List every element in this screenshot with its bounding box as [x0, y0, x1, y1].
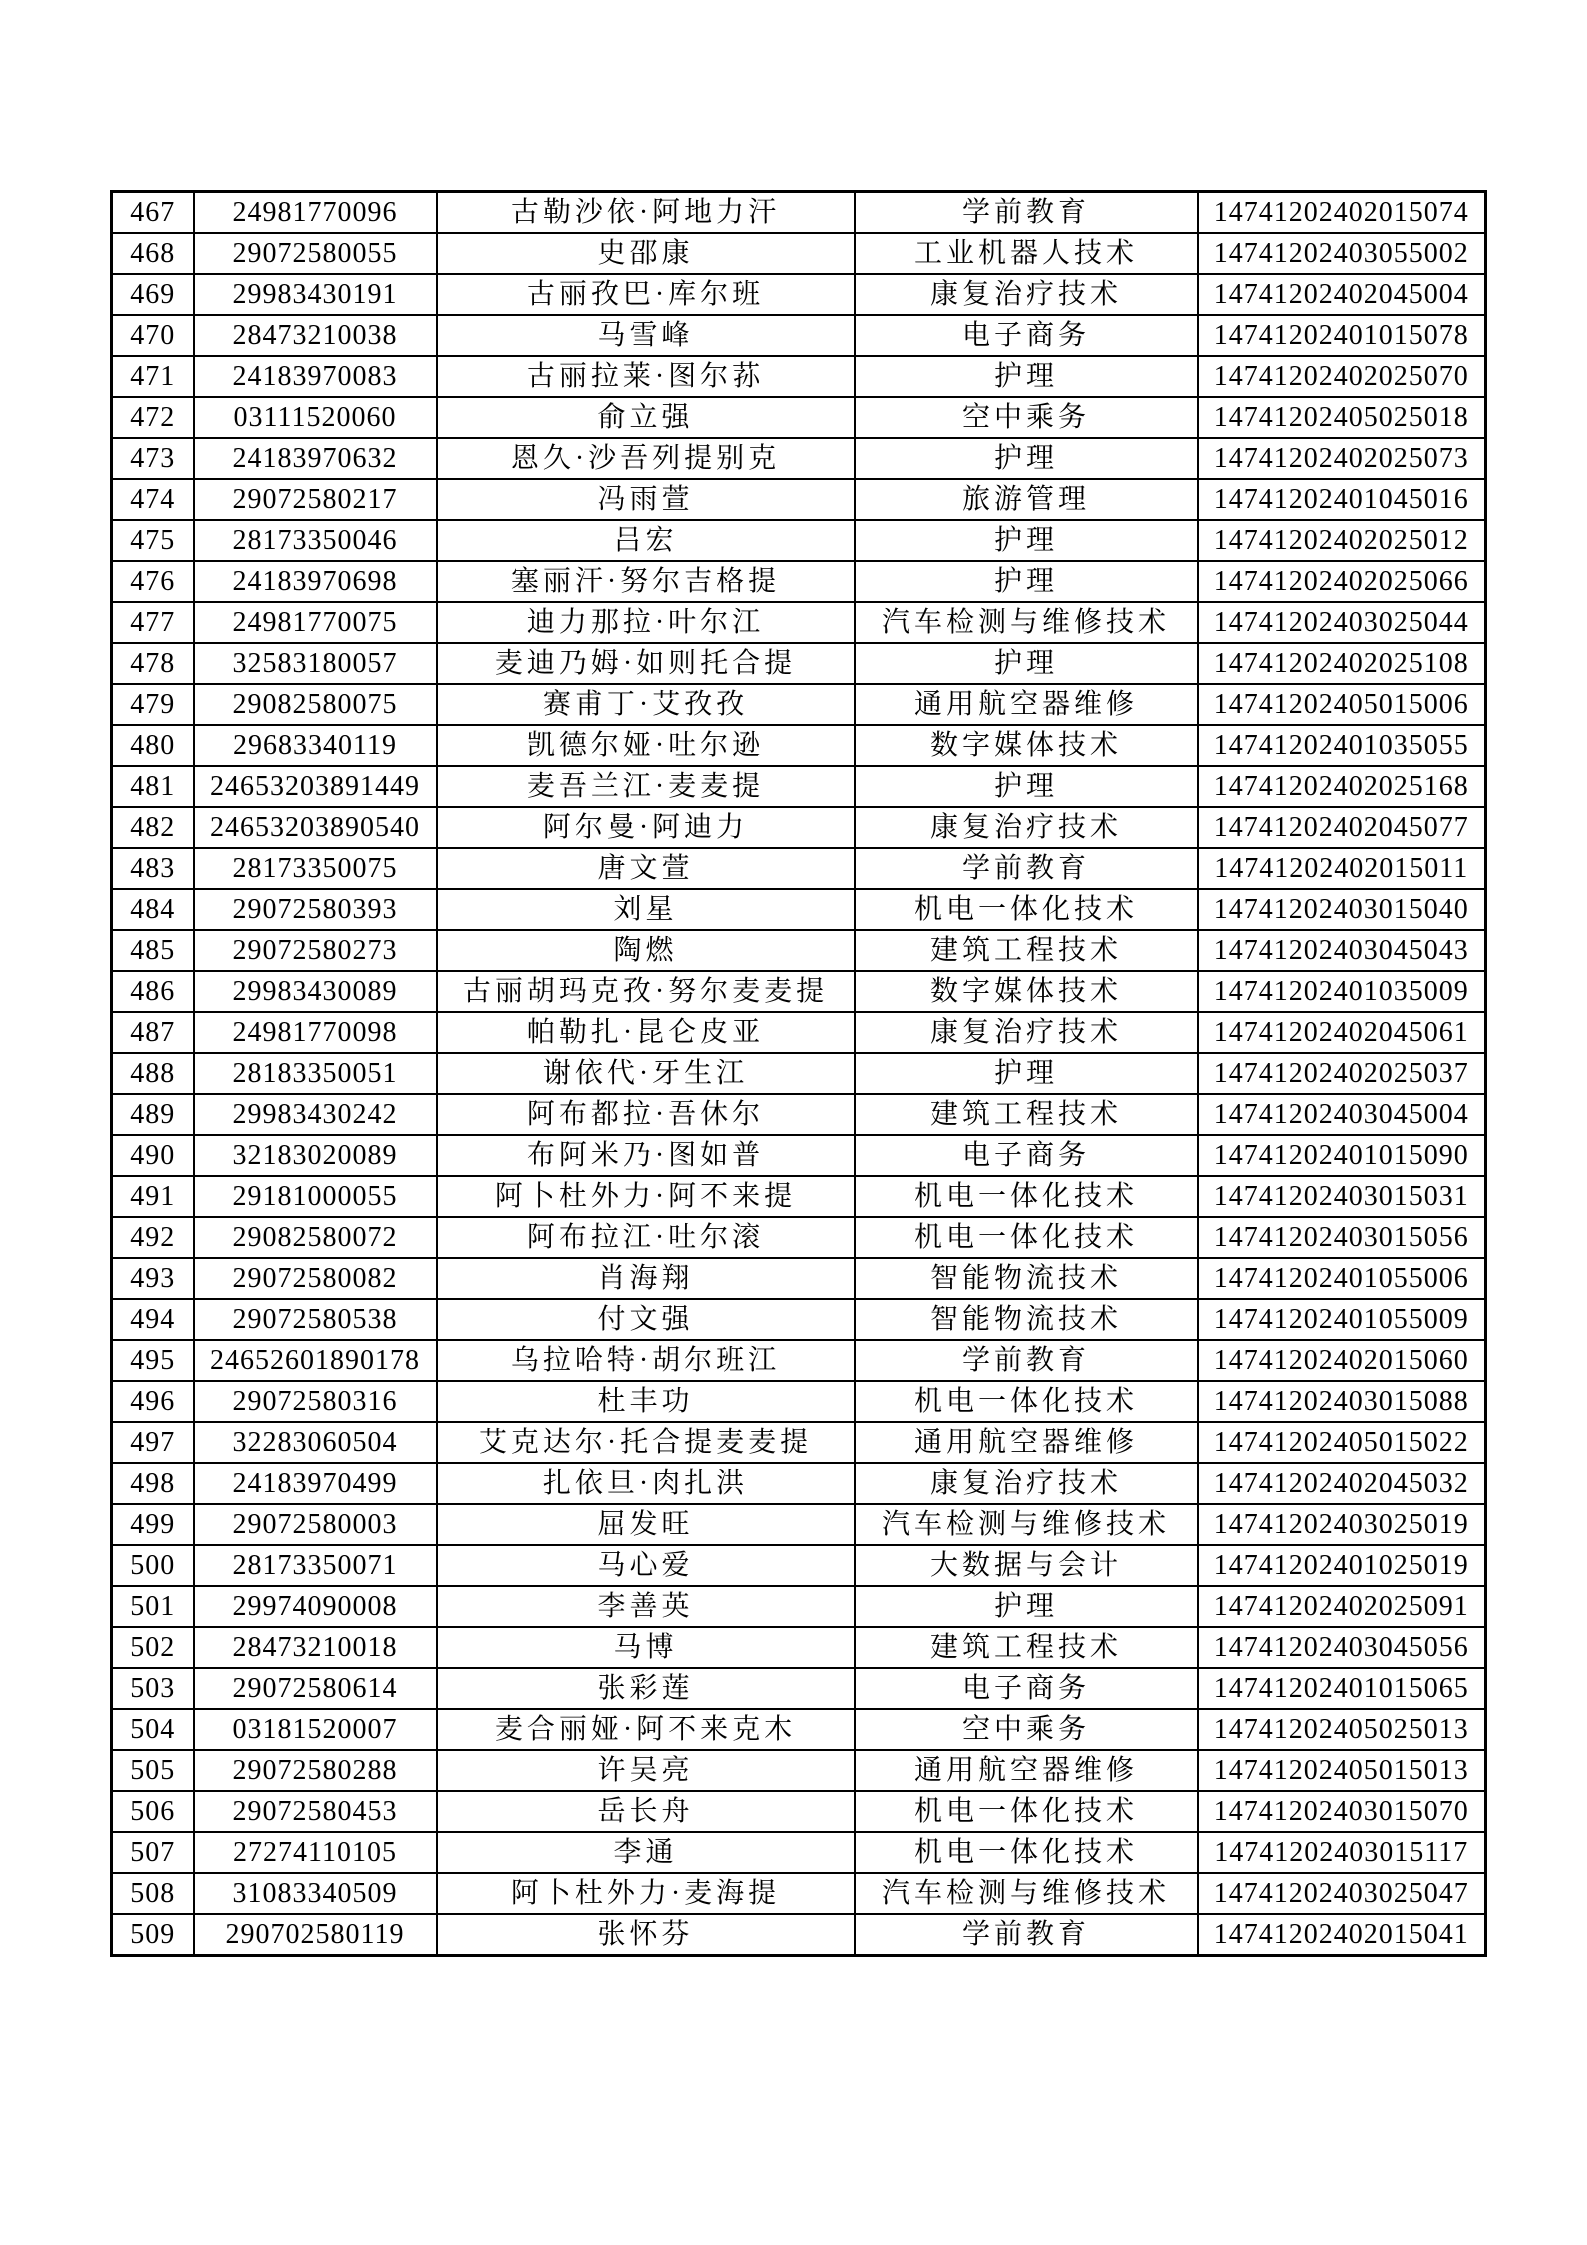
cell-name: 张怀芬	[437, 1914, 855, 1956]
cell-major: 机电一体化技术	[855, 1791, 1198, 1832]
table-row	[112, 274, 1486, 315]
cell-exam-number: 24981770098	[194, 1012, 437, 1053]
table-row	[112, 930, 1486, 971]
cell-exam-number: 24653203891449	[194, 766, 437, 807]
table-row	[112, 1422, 1486, 1463]
cell-admission-number: 14741202403055002	[1198, 233, 1486, 274]
cell-name: 马雪峰	[437, 315, 855, 356]
cell-major: 汽车检测与维修技术	[855, 1873, 1198, 1914]
table-row	[112, 848, 1486, 889]
table-row	[112, 684, 1486, 725]
cell-exam-number: 32583180057	[194, 643, 437, 684]
cell-sequence-number: 484	[112, 889, 194, 930]
cell-name: 张彩莲	[437, 1668, 855, 1709]
cell-sequence-number: 497	[112, 1422, 194, 1463]
cell-admission-number: 14741202402025070	[1198, 356, 1486, 397]
table-row	[112, 889, 1486, 930]
cell-admission-number: 14741202402025168	[1198, 766, 1486, 807]
cell-major: 数字媒体技术	[855, 725, 1198, 766]
cell-exam-number: 28173350075	[194, 848, 437, 889]
table-row	[112, 438, 1486, 479]
cell-sequence-number: 508	[112, 1873, 194, 1914]
cell-sequence-number: 478	[112, 643, 194, 684]
cell-major: 护理	[855, 561, 1198, 602]
cell-exam-number: 29974090008	[194, 1586, 437, 1627]
cell-admission-number: 14741202405015006	[1198, 684, 1486, 725]
cell-admission-number: 14741202401035009	[1198, 971, 1486, 1012]
cell-name: 古丽拉莱·图尔荪	[437, 356, 855, 397]
cell-admission-number: 14741202403045043	[1198, 930, 1486, 971]
table-row	[112, 1340, 1486, 1381]
cell-sequence-number: 491	[112, 1176, 194, 1217]
cell-sequence-number: 479	[112, 684, 194, 725]
table-row	[112, 1258, 1486, 1299]
cell-admission-number: 14741202403015031	[1198, 1176, 1486, 1217]
cell-exam-number: 29072580055	[194, 233, 437, 274]
cell-sequence-number: 476	[112, 561, 194, 602]
table-row	[112, 725, 1486, 766]
cell-exam-number: 24183970632	[194, 438, 437, 479]
table-row	[112, 520, 1486, 561]
cell-major: 学前教育	[855, 848, 1198, 889]
cell-sequence-number: 467	[112, 192, 194, 234]
table-row	[112, 315, 1486, 356]
cell-admission-number: 14741202403015070	[1198, 1791, 1486, 1832]
cell-sequence-number: 483	[112, 848, 194, 889]
table-row	[112, 1053, 1486, 1094]
cell-name: 古丽孜巴·库尔班	[437, 274, 855, 315]
cell-sequence-number: 493	[112, 1258, 194, 1299]
cell-sequence-number: 501	[112, 1586, 194, 1627]
cell-sequence-number: 480	[112, 725, 194, 766]
cell-admission-number: 14741202403025047	[1198, 1873, 1486, 1914]
cell-admission-number: 14741202403045004	[1198, 1094, 1486, 1135]
cell-major: 建筑工程技术	[855, 1627, 1198, 1668]
cell-name: 马博	[437, 1627, 855, 1668]
cell-admission-number: 14741202402025012	[1198, 520, 1486, 561]
cell-exam-number: 24652601890178	[194, 1340, 437, 1381]
table-row	[112, 233, 1486, 274]
cell-exam-number: 29072580288	[194, 1750, 437, 1791]
cell-admission-number: 14741202402045032	[1198, 1463, 1486, 1504]
cell-name: 扎依旦·肉扎洪	[437, 1463, 855, 1504]
cell-major: 旅游管理	[855, 479, 1198, 520]
cell-name: 吕宏	[437, 520, 855, 561]
cell-name: 阿布都拉·吾休尔	[437, 1094, 855, 1135]
cell-major: 工业机器人技术	[855, 233, 1198, 274]
table-row	[112, 1381, 1486, 1422]
cell-name: 阿卜杜外力·阿不来提	[437, 1176, 855, 1217]
cell-admission-number: 14741202405015013	[1198, 1750, 1486, 1791]
cell-major: 电子商务	[855, 1135, 1198, 1176]
cell-name: 迪力那拉·叶尔江	[437, 602, 855, 643]
cell-sequence-number: 499	[112, 1504, 194, 1545]
cell-major: 机电一体化技术	[855, 1176, 1198, 1217]
cell-sequence-number: 475	[112, 520, 194, 561]
cell-sequence-number: 496	[112, 1381, 194, 1422]
table-row	[112, 1135, 1486, 1176]
cell-name: 阿尔曼·阿迪力	[437, 807, 855, 848]
table-row	[112, 1791, 1486, 1832]
cell-sequence-number: 506	[112, 1791, 194, 1832]
cell-admission-number: 14741202402045077	[1198, 807, 1486, 848]
cell-admission-number: 14741202403015056	[1198, 1217, 1486, 1258]
cell-admission-number: 14741202405015022	[1198, 1422, 1486, 1463]
cell-name: 李善英	[437, 1586, 855, 1627]
cell-exam-number: 28473210018	[194, 1627, 437, 1668]
cell-major: 汽车检测与维修技术	[855, 602, 1198, 643]
cell-admission-number: 14741202401015078	[1198, 315, 1486, 356]
cell-name: 刘星	[437, 889, 855, 930]
cell-major: 学前教育	[855, 1340, 1198, 1381]
table-row	[112, 1709, 1486, 1750]
cell-name: 俞立强	[437, 397, 855, 438]
cell-name: 杜丰功	[437, 1381, 855, 1422]
table-row	[112, 602, 1486, 643]
cell-major: 学前教育	[855, 1914, 1198, 1956]
cell-sequence-number: 502	[112, 1627, 194, 1668]
table-row	[112, 1176, 1486, 1217]
cell-sequence-number: 507	[112, 1832, 194, 1873]
cell-major: 汽车检测与维修技术	[855, 1504, 1198, 1545]
cell-sequence-number: 469	[112, 274, 194, 315]
cell-admission-number: 14741202403015117	[1198, 1832, 1486, 1873]
cell-admission-number: 14741202402025037	[1198, 1053, 1486, 1094]
cell-major: 机电一体化技术	[855, 1381, 1198, 1422]
table-row	[112, 1012, 1486, 1053]
cell-sequence-number: 473	[112, 438, 194, 479]
cell-sequence-number: 489	[112, 1094, 194, 1135]
cell-sequence-number: 481	[112, 766, 194, 807]
cell-major: 护理	[855, 1053, 1198, 1094]
cell-name: 古丽胡玛克孜·努尔麦麦提	[437, 971, 855, 1012]
cell-admission-number: 14741202401025019	[1198, 1545, 1486, 1586]
cell-exam-number: 24183970698	[194, 561, 437, 602]
cell-admission-number: 14741202402045004	[1198, 274, 1486, 315]
table-row	[112, 971, 1486, 1012]
cell-name: 阿布拉江·吐尔滚	[437, 1217, 855, 1258]
cell-sequence-number: 482	[112, 807, 194, 848]
cell-exam-number: 03111520060	[194, 397, 437, 438]
cell-admission-number: 14741202402015074	[1198, 192, 1486, 234]
cell-admission-number: 14741202401055006	[1198, 1258, 1486, 1299]
cell-admission-number: 14741202403045056	[1198, 1627, 1486, 1668]
cell-exam-number: 29181000055	[194, 1176, 437, 1217]
cell-sequence-number: 488	[112, 1053, 194, 1094]
cell-major: 通用航空器维修	[855, 684, 1198, 725]
cell-name: 肖海翔	[437, 1258, 855, 1299]
cell-exam-number: 24981770096	[194, 192, 437, 234]
cell-name: 恩久·沙吾列提别克	[437, 438, 855, 479]
cell-admission-number: 14741202402045061	[1198, 1012, 1486, 1053]
table-row	[112, 1217, 1486, 1258]
cell-exam-number: 29072580217	[194, 479, 437, 520]
cell-exam-number: 29983430242	[194, 1094, 437, 1135]
cell-exam-number: 29082580072	[194, 1217, 437, 1258]
table-row	[112, 1504, 1486, 1545]
cell-sequence-number: 492	[112, 1217, 194, 1258]
cell-major: 空中乘务	[855, 397, 1198, 438]
table-row	[112, 1586, 1486, 1627]
cell-exam-number: 32283060504	[194, 1422, 437, 1463]
cell-major: 通用航空器维修	[855, 1422, 1198, 1463]
cell-major: 电子商务	[855, 1668, 1198, 1709]
cell-major: 机电一体化技术	[855, 1217, 1198, 1258]
cell-sequence-number: 472	[112, 397, 194, 438]
cell-sequence-number: 474	[112, 479, 194, 520]
cell-sequence-number: 486	[112, 971, 194, 1012]
cell-admission-number: 14741202402015041	[1198, 1914, 1486, 1956]
cell-name: 麦合丽娅·阿不来克木	[437, 1709, 855, 1750]
cell-admission-number: 14741202402025073	[1198, 438, 1486, 479]
cell-name: 陶燃	[437, 930, 855, 971]
cell-exam-number: 29072580273	[194, 930, 437, 971]
table-row	[112, 807, 1486, 848]
cell-sequence-number: 494	[112, 1299, 194, 1340]
cell-name: 岳长舟	[437, 1791, 855, 1832]
cell-exam-number: 24183970083	[194, 356, 437, 397]
cell-sequence-number: 509	[112, 1914, 194, 1956]
table-row	[112, 1463, 1486, 1504]
cell-exam-number: 29072580003	[194, 1504, 437, 1545]
table-row	[112, 479, 1486, 520]
cell-major: 护理	[855, 1586, 1198, 1627]
cell-major: 康复治疗技术	[855, 807, 1198, 848]
cell-name: 赛甫丁·艾孜孜	[437, 684, 855, 725]
cell-admission-number: 14741202403025019	[1198, 1504, 1486, 1545]
cell-exam-number: 29072580538	[194, 1299, 437, 1340]
cell-admission-number: 14741202403025044	[1198, 602, 1486, 643]
table-row	[112, 397, 1486, 438]
cell-name: 塞丽汗·努尔吉格提	[437, 561, 855, 602]
cell-admission-number: 14741202402025091	[1198, 1586, 1486, 1627]
cell-major: 通用航空器维修	[855, 1750, 1198, 1791]
cell-name: 阿卜杜外力·麦海提	[437, 1873, 855, 1914]
cell-admission-number: 14741202403015040	[1198, 889, 1486, 930]
cell-admission-number: 14741202402025108	[1198, 643, 1486, 684]
cell-exam-number: 29072580614	[194, 1668, 437, 1709]
cell-sequence-number: 471	[112, 356, 194, 397]
table-row	[112, 766, 1486, 807]
cell-exam-number: 29072580453	[194, 1791, 437, 1832]
cell-major: 学前教育	[855, 192, 1198, 234]
cell-exam-number: 24653203890540	[194, 807, 437, 848]
cell-major: 电子商务	[855, 315, 1198, 356]
cell-major: 康复治疗技术	[855, 1012, 1198, 1053]
cell-sequence-number: 503	[112, 1668, 194, 1709]
cell-name: 马心爱	[437, 1545, 855, 1586]
table-row	[112, 356, 1486, 397]
cell-admission-number: 14741202401055009	[1198, 1299, 1486, 1340]
cell-name: 冯雨萱	[437, 479, 855, 520]
table-row	[112, 1750, 1486, 1791]
cell-major: 护理	[855, 643, 1198, 684]
cell-name: 乌拉哈特·胡尔班江	[437, 1340, 855, 1381]
cell-name: 付文强	[437, 1299, 855, 1340]
cell-admission-number: 14741202403015088	[1198, 1381, 1486, 1422]
cell-sequence-number: 470	[112, 315, 194, 356]
cell-name: 古勒沙依·阿地力汗	[437, 192, 855, 234]
cell-admission-number: 14741202402015011	[1198, 848, 1486, 889]
cell-exam-number: 29983430089	[194, 971, 437, 1012]
cell-sequence-number: 487	[112, 1012, 194, 1053]
cell-major: 护理	[855, 438, 1198, 479]
cell-exam-number: 290702580119	[194, 1914, 437, 1956]
table-row	[112, 1832, 1486, 1873]
cell-exam-number: 29072580316	[194, 1381, 437, 1422]
cell-admission-number: 14741202401045016	[1198, 479, 1486, 520]
cell-major: 康复治疗技术	[855, 274, 1198, 315]
cell-exam-number: 31083340509	[194, 1873, 437, 1914]
cell-exam-number: 24183970499	[194, 1463, 437, 1504]
table-row	[112, 1545, 1486, 1586]
cell-name: 屈发旺	[437, 1504, 855, 1545]
cell-name: 艾克达尔·托合提麦麦提	[437, 1422, 855, 1463]
cell-admission-number: 14741202405025013	[1198, 1709, 1486, 1750]
cell-exam-number: 29072580393	[194, 889, 437, 930]
cell-name: 史邵康	[437, 233, 855, 274]
table-row	[112, 1627, 1486, 1668]
cell-name: 李通	[437, 1832, 855, 1873]
cell-sequence-number: 498	[112, 1463, 194, 1504]
cell-major: 护理	[855, 520, 1198, 561]
cell-exam-number: 28173350071	[194, 1545, 437, 1586]
cell-major: 康复治疗技术	[855, 1463, 1198, 1504]
cell-admission-number: 14741202401015090	[1198, 1135, 1486, 1176]
cell-sequence-number: 505	[112, 1750, 194, 1791]
table-row	[112, 192, 1486, 234]
cell-exam-number: 29072580082	[194, 1258, 437, 1299]
cell-major: 机电一体化技术	[855, 889, 1198, 930]
cell-major: 大数据与会计	[855, 1545, 1198, 1586]
table-body	[112, 192, 1486, 1956]
cell-major: 智能物流技术	[855, 1258, 1198, 1299]
cell-exam-number: 27274110105	[194, 1832, 437, 1873]
cell-major: 建筑工程技术	[855, 1094, 1198, 1135]
cell-major: 建筑工程技术	[855, 930, 1198, 971]
cell-sequence-number: 500	[112, 1545, 194, 1586]
table-row	[112, 1299, 1486, 1340]
table-row	[112, 1668, 1486, 1709]
cell-sequence-number: 495	[112, 1340, 194, 1381]
cell-sequence-number: 477	[112, 602, 194, 643]
cell-sequence-number: 504	[112, 1709, 194, 1750]
cell-exam-number: 24981770075	[194, 602, 437, 643]
cell-major: 空中乘务	[855, 1709, 1198, 1750]
cell-name: 许吴亮	[437, 1750, 855, 1791]
cell-sequence-number: 490	[112, 1135, 194, 1176]
cell-exam-number: 32183020089	[194, 1135, 437, 1176]
cell-admission-number: 14741202402015060	[1198, 1340, 1486, 1381]
cell-admission-number: 14741202401035055	[1198, 725, 1486, 766]
cell-admission-number: 14741202405025018	[1198, 397, 1486, 438]
cell-name: 凯德尔娅·吐尔逊	[437, 725, 855, 766]
cell-exam-number: 28473210038	[194, 315, 437, 356]
cell-name: 麦吾兰江·麦麦提	[437, 766, 855, 807]
cell-name: 布阿米乃·图如普	[437, 1135, 855, 1176]
table-row	[112, 1873, 1486, 1914]
table-row	[112, 561, 1486, 602]
table-row	[112, 1914, 1486, 1956]
cell-admission-number: 14741202402025066	[1198, 561, 1486, 602]
cell-exam-number: 28183350051	[194, 1053, 437, 1094]
cell-major: 护理	[855, 766, 1198, 807]
table-row	[112, 643, 1486, 684]
table-row	[112, 1094, 1486, 1135]
cell-name: 帕勒扎·昆仑皮亚	[437, 1012, 855, 1053]
cell-major: 智能物流技术	[855, 1299, 1198, 1340]
cell-major: 机电一体化技术	[855, 1832, 1198, 1873]
cell-major: 数字媒体技术	[855, 971, 1198, 1012]
cell-exam-number: 29082580075	[194, 684, 437, 725]
cell-name: 麦迪乃姆·如则托合提	[437, 643, 855, 684]
cell-name: 唐文萱	[437, 848, 855, 889]
cell-exam-number: 28173350046	[194, 520, 437, 561]
cell-name: 谢依代·牙生江	[437, 1053, 855, 1094]
cell-sequence-number: 468	[112, 233, 194, 274]
admission-roster-table	[110, 190, 1487, 1957]
cell-exam-number: 29683340119	[194, 725, 437, 766]
cell-exam-number: 29983430191	[194, 274, 437, 315]
cell-admission-number: 14741202401015065	[1198, 1668, 1486, 1709]
cell-major: 护理	[855, 356, 1198, 397]
cell-exam-number: 03181520007	[194, 1709, 437, 1750]
cell-sequence-number: 485	[112, 930, 194, 971]
